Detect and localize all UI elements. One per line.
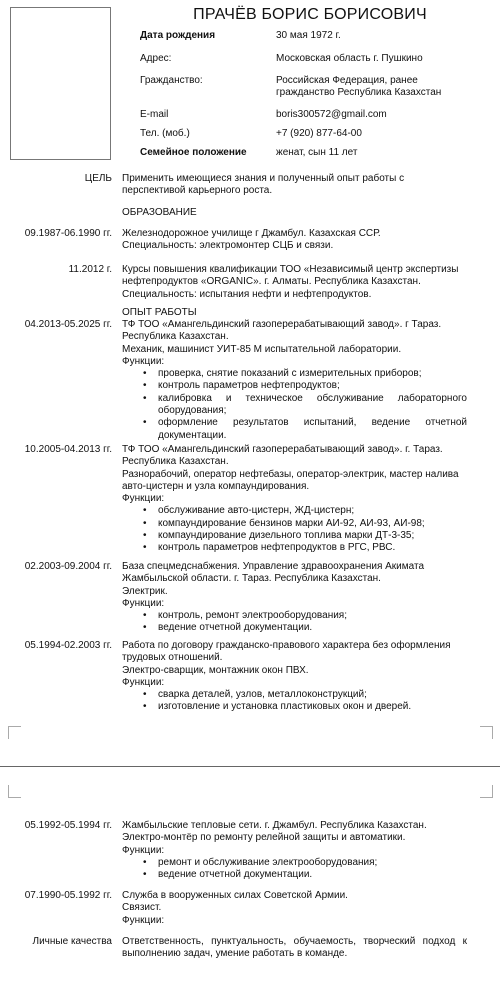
list-item: • изготовление и установка пластиковых окон и дверей. <box>158 701 467 713</box>
job-line: Разнорабочий, оператор нефтебазы, оператор-электрик, мастер налива <box>122 468 459 480</box>
family-value: женат, сын 11 лет <box>276 147 358 158</box>
job-date: 07.1990-05.1992 гг. <box>24 890 112 901</box>
job-entry <box>122 444 467 555</box>
family-label: Семейное положение <box>140 147 247 158</box>
job-line: ТФ ТОО «Амангельдинский газоперерабатывающий завод». г Тараз. <box>122 319 442 330</box>
job-functions-list <box>122 368 467 442</box>
list-item: • ведение отчетной документации. <box>158 622 467 634</box>
qualities-label: Личные качества <box>32 936 112 947</box>
goal-line: Применить имеющиеся знания и полученный опыт работы с <box>122 173 405 184</box>
education-date: 11.2012 г. <box>68 264 112 275</box>
citizenship-line-2: гражданство Республика Казахстан <box>276 87 442 98</box>
list-item: • проверка, снятие показаний с измерительных приборов; <box>158 368 467 380</box>
job-line: Функции: <box>122 597 165 609</box>
education-line: Специальность: испытания нефти и нефтепродуктов. <box>122 288 372 300</box>
education-line: нефтепродуктов «ORGANIC». г. Алматы. Республика Казахстан. <box>122 276 421 288</box>
job-date: 02.2003-09.2004 гг. <box>24 561 112 572</box>
citizenship-value <box>276 75 496 99</box>
address-label: Адрес: <box>140 53 172 64</box>
education-date: 09.1987-06.1990 гг. <box>24 228 112 239</box>
list-item: • ремонт и обслуживание электрооборудования; <box>158 857 467 869</box>
job-line: Республика Казахстан. <box>122 331 229 343</box>
phone-value: +7 (920) 877-64-00 <box>276 128 362 139</box>
job-line: Связист. <box>122 902 162 914</box>
email-label: E-mail <box>140 109 169 120</box>
job-date: 05.1994-02.2003 гг. <box>24 640 112 651</box>
job-line: Республика Казахстан. <box>122 456 229 468</box>
job-line: трудовых отношений. <box>122 652 223 664</box>
job-date: 05.1992-05.1994 гг. <box>24 820 112 831</box>
page-corner-mark <box>480 785 493 798</box>
job-entry <box>122 890 467 927</box>
email-value: boris300572@gmail.com <box>276 109 387 120</box>
resume-name: ПРАЧЁВ БОРИС БОРИСОВИЧ <box>193 6 427 23</box>
goal-label: ЦЕЛЬ <box>84 173 112 184</box>
job-functions-list <box>122 505 467 554</box>
education-item <box>122 264 467 301</box>
job-line: Функции: <box>122 844 165 856</box>
job-entry <box>122 319 467 442</box>
job-entry <box>122 820 467 881</box>
job-entry <box>122 561 467 635</box>
work-heading: ОПЫТ РАБОТЫ <box>122 307 197 318</box>
goal-text <box>122 173 467 198</box>
list-item: • ведение отчетной документации. <box>158 869 467 881</box>
dob-label: Дата рождения <box>140 30 216 41</box>
education-line: Железнодорожное училище г Джамбул. Казахская ССР. <box>122 228 381 239</box>
job-line: Работа по договору гражданско-правового характера без оформления <box>122 640 451 651</box>
address-value: Московская область г. Пушкино <box>276 53 423 64</box>
job-line: ТФ ТОО «Амангельдинский газоперерабатывающий завод». г. Тараз. <box>122 444 443 455</box>
job-line: Функции: <box>122 676 165 688</box>
dob-value: 30 мая 1972 г. <box>276 30 341 41</box>
job-line: Функции: <box>122 493 165 505</box>
page-break <box>0 766 500 767</box>
citizenship-line-1: Российская Федерация, ранее <box>276 75 418 86</box>
page-corner-mark <box>480 726 493 739</box>
education-item <box>122 228 467 253</box>
list-item: • компаундирование бензинов марки АИ-92, АИ-93, АИ-98; <box>158 518 467 530</box>
list-item: • контроль параметров нефтепродуктов; <box>158 380 467 392</box>
job-line: авто-цистерн и узла компаундирования. <box>122 480 310 492</box>
job-functions-list <box>122 610 467 635</box>
list-item: • калибровка и техническое обслуживание лабораторного оборудования; <box>158 393 467 418</box>
job-entry <box>122 640 467 714</box>
job-line: Жамбыльские тепловые сети. г. Джамбул. Республика Казахстан. <box>122 820 427 831</box>
list-item: • контроль параметров нефтепродуктов в РГС, РВС. <box>158 542 467 554</box>
job-line: Функции: <box>122 914 165 926</box>
job-date: 04.2013-05.2025 гг. <box>24 319 112 330</box>
education-line: Специальность: электромонтер СЦБ и связи. <box>122 240 334 252</box>
goal-line: перспективой карьерного роста. <box>122 185 273 197</box>
job-line: Механик, машинист УИТ-85 М испытательной лаборатории. <box>122 343 402 355</box>
qualities-text: Ответственность, пунктуальность, обучаемость, творческий подход к выполнению задач, умение работать в команде. <box>122 936 467 960</box>
job-line: База спецмедснабжения. Управление здравоохранения Акимата <box>122 561 425 572</box>
job-line: Электро-сварщик, монтажник окон ПВХ. <box>122 664 309 676</box>
list-item: • компаундирование дизельного топлива марки ДТ-3-35; <box>158 530 467 542</box>
job-line: Функции: <box>122 355 165 367</box>
job-line: Жамбыльской области. г. Тараз. Республика Казахстан. <box>122 573 381 585</box>
job-functions-list <box>122 857 467 882</box>
citizenship-label: Гражданство: <box>140 75 203 86</box>
job-line: Служба в вооруженных силах Советской Армии. <box>122 890 348 901</box>
photo-placeholder <box>10 7 111 160</box>
education-heading: ОБРАЗОВАНИЕ <box>122 207 197 218</box>
list-item: • обслуживание авто-цистерн, ЖД-цистерн; <box>158 505 467 517</box>
education-line: Курсы повышения квалификации ТОО «Независимый центр экспертизы <box>122 264 459 275</box>
list-item: • контроль, ремонт электрооборудования; <box>158 610 467 622</box>
job-functions-list <box>122 689 467 714</box>
list-item: • оформление результатов испытаний, ведение отчетной документации. <box>158 417 467 442</box>
list-item: • сварка деталей, узлов, металлоконструкций; <box>158 689 467 701</box>
page-corner-mark <box>8 726 21 739</box>
job-line: Электро-монтёр по ремонту релейной защиты и автоматики. <box>122 832 406 844</box>
phone-label: Тел. (моб.) <box>140 128 190 139</box>
job-date: 10.2005-04.2013 гг. <box>24 444 112 455</box>
job-line: Электрик. <box>122 585 168 597</box>
page-corner-mark <box>8 785 21 798</box>
